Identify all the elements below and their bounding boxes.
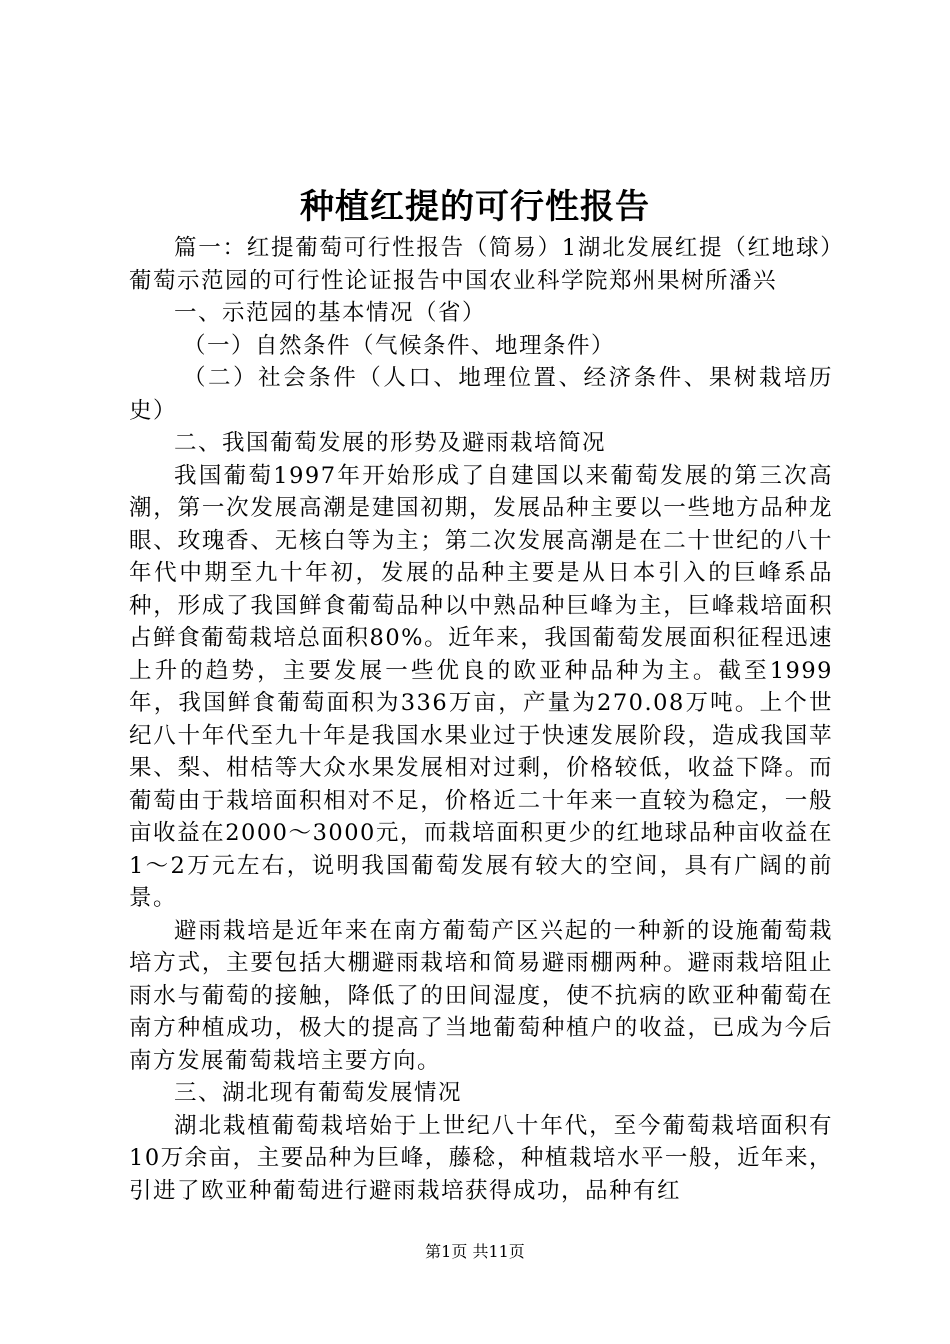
document-title: 种植红提的可行性报告 (300, 187, 650, 227)
heading-subsection-1: （一）自然条件（气候条件、地理条件） (183, 332, 616, 359)
paragraph-hubei: 湖北栽植葡萄栽培始于上世纪八十年代，至今葡萄栽培面积有10万余亩，主要品种为巨峰，藤稔，种植栽培水平一般，近年来，引进了欧亚种葡萄进行避雨栽培获得成功，品种有红 (129, 1112, 833, 1204)
paragraph-grape-trend: 我国葡萄1997年开始形成了自建国以来葡萄发展的第三次高潮，第一次发展高潮是建国初期，发展品种主要以一些地方品种龙眼、玫瑰香、无核白等为主；第二次发展高潮是在二十世纪的八十年代中期至九十年初，发展的品种主要是从日本引入的巨峰系品种，形成了我国鲜食葡萄品种以中熟品种巨峰为主，巨峰栽培面积占鲜食葡萄栽培总面积80%。近年来，我国葡萄发展面积征程迅速上升的趋势，主要发展一些优良的欧亚种品种为主。截至1999年，我国鲜食葡萄面积为336万亩，产量为270.08万吨。上个世纪八十年代至九十年是我国水果业过于快速发展阶段，造成我国苹果、梨、柑桔等大众水果发展相对过剩，价格较低，收益下降。而葡萄由于栽培面积相对不足，价格近二十年来一直较为稳定，一般亩收益在2000～3000元，而栽培面积更少的红地球品种亩收益在1～2万元左右，说明我国葡萄发展有较大的空间，具有广阔的前景。 (129, 462, 833, 911)
document-body (129, 232, 833, 1207)
heading-subsection-2: （二）社会条件（人口、地理位置、经济条件、果树栽培历史） (129, 365, 833, 424)
page-footer: 第1页 共11页 (425, 1242, 525, 1261)
heading-section-2: 二、我国葡萄发展的形势及避雨栽培简况 (174, 430, 607, 456)
paragraph-rain-shelter: 避雨栽培是近年来在南方葡萄产区兴起的一种新的设施葡萄栽培方式，主要包括大棚避雨栽培和简易避雨棚两种。避雨栽培阻止雨水与葡萄的接触，降低了的田间湿度，使不抗病的欧亚种葡萄在南方种植成功，极大的提高了当地葡萄种植户的收益，已成为今后南方发展葡萄栽培主要方向。 (129, 917, 833, 1074)
heading-section-3: 三、湖北现有葡萄发展情况 (174, 1080, 463, 1106)
paragraph-intro: 篇一：红提葡萄可行性报告（简易）1湖北发展红提（红地球）葡萄示范园的可行性论证报告中国农业科学院郑州果树所潘兴 (129, 235, 833, 294)
heading-section-1: 一、示范园的基本情况（省） (174, 300, 487, 326)
